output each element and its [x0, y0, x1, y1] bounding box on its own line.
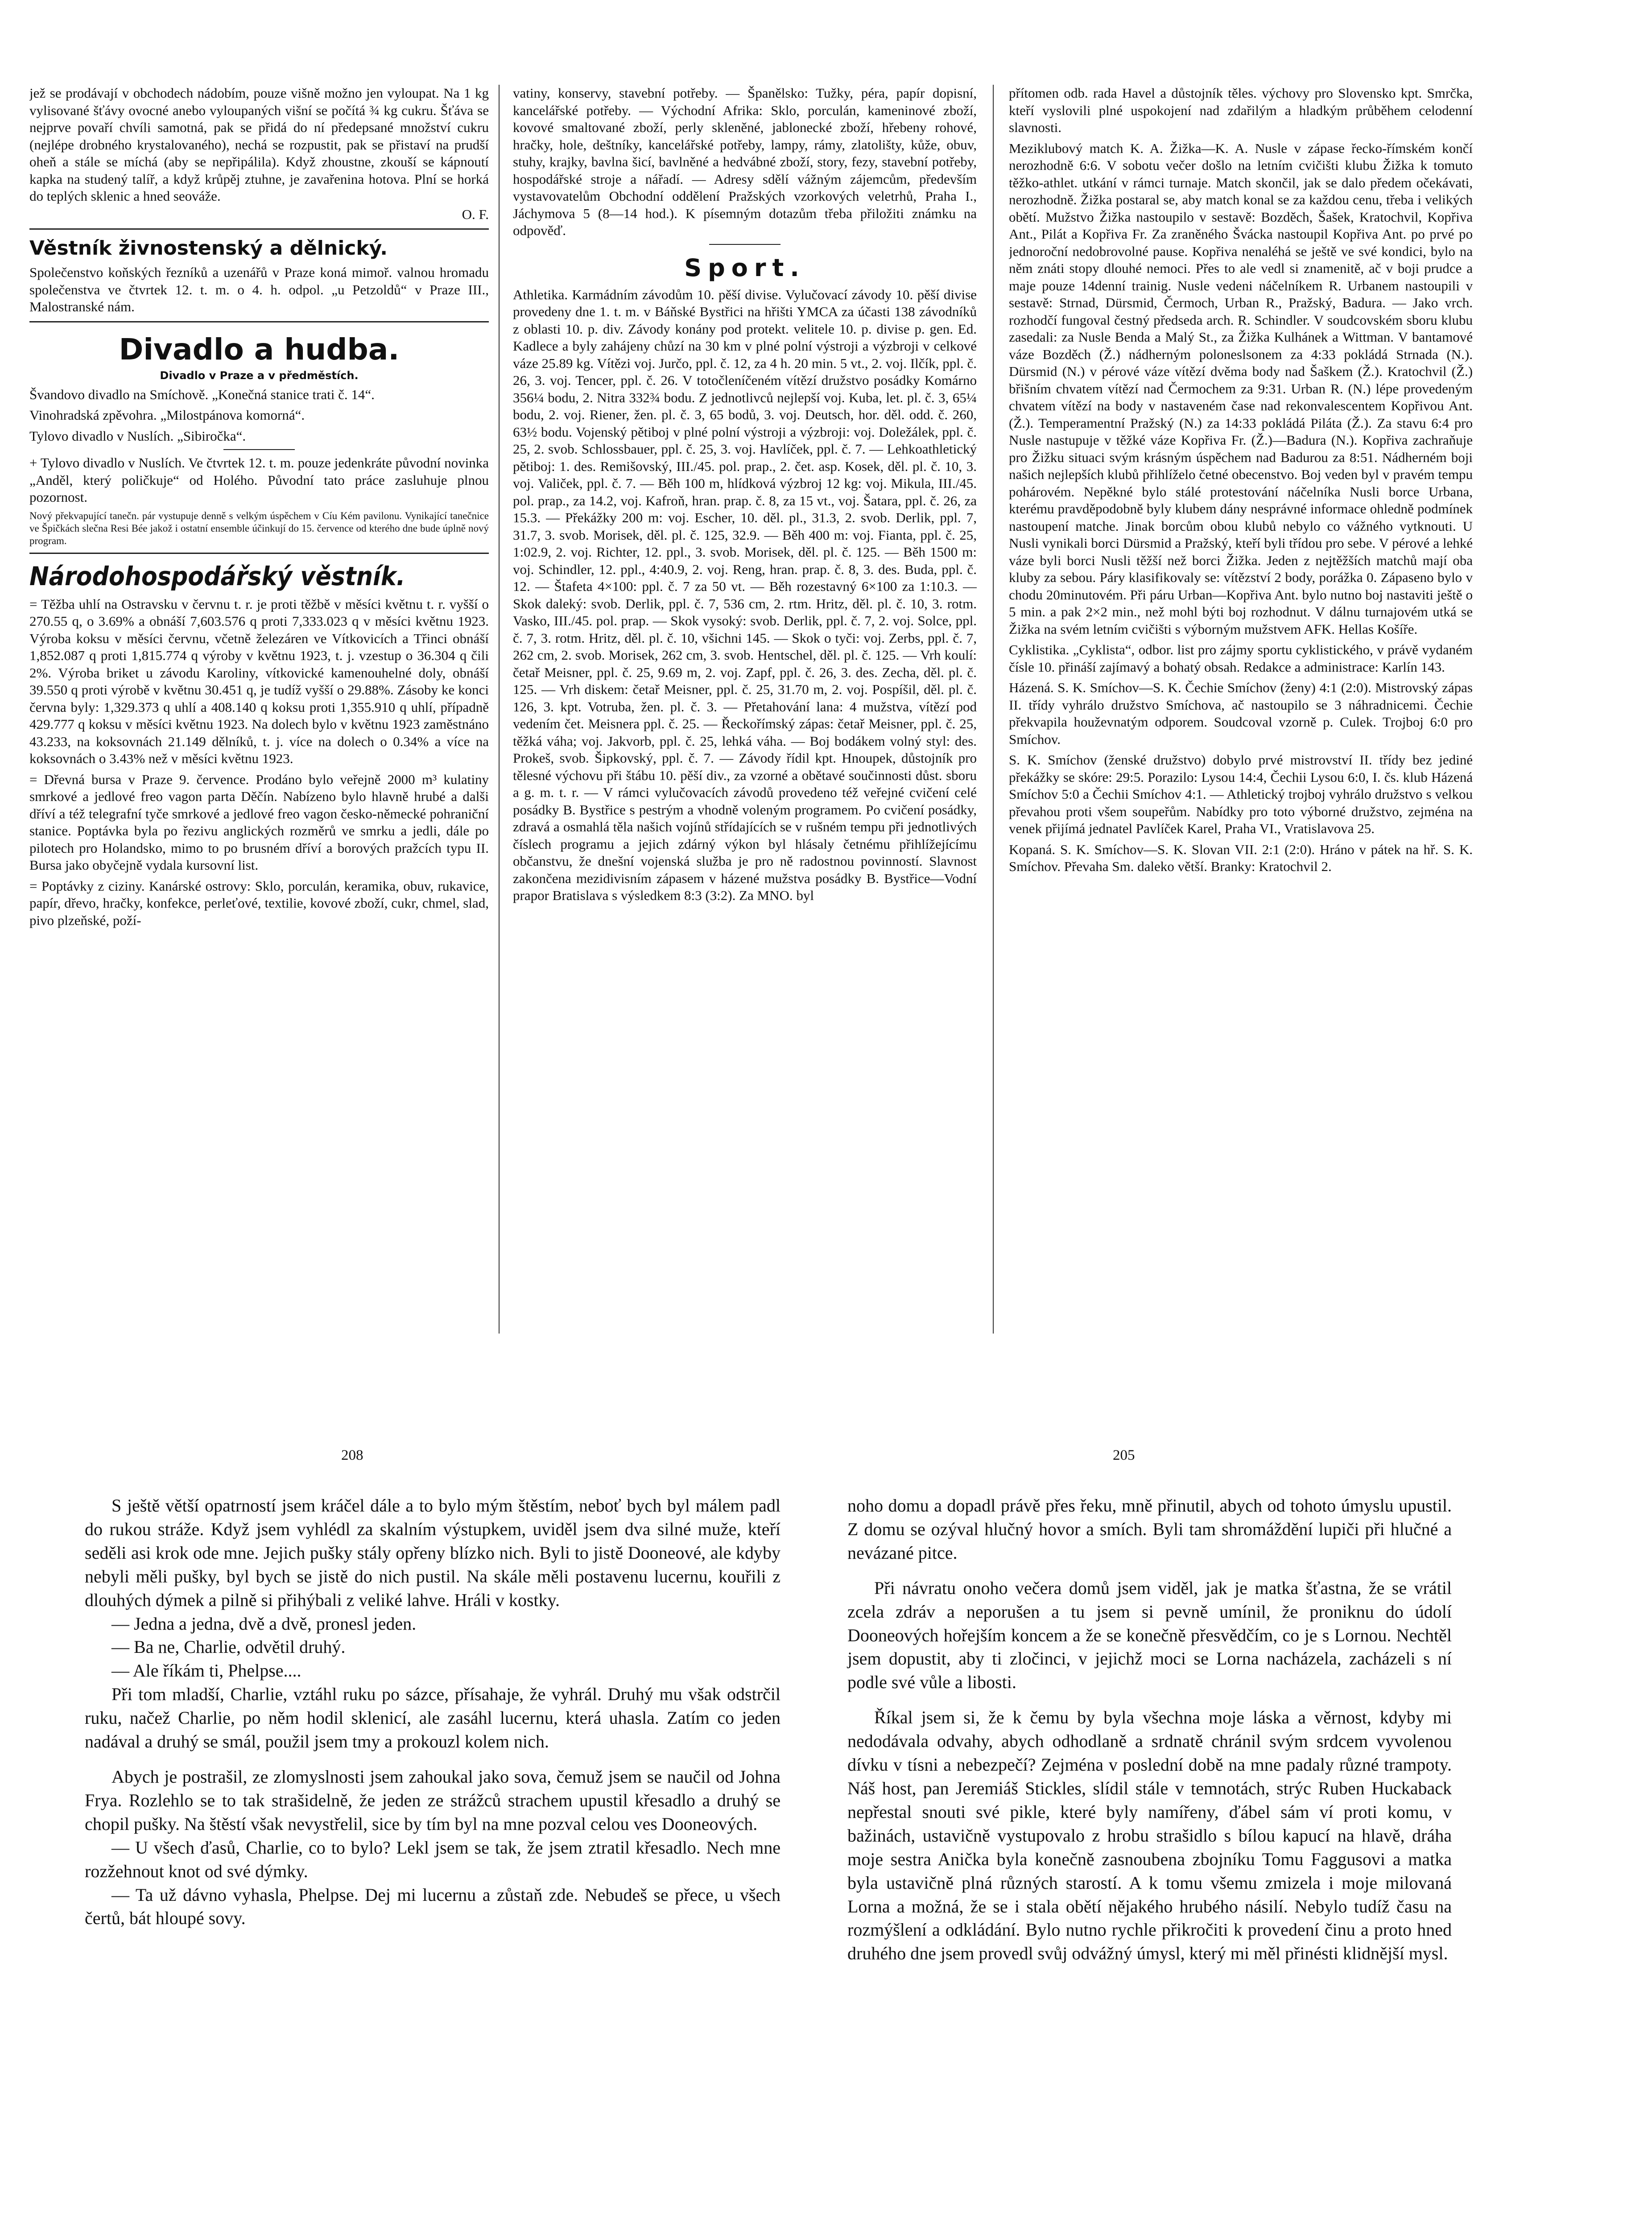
divider	[709, 244, 781, 245]
theatre-listing-svandovo: Švandovo divadlo na Smíchově. „Konečná stanice trati č. 14“.	[29, 386, 375, 402]
theatre-notice: + Tylovo divadlo v Nuslích. Ve čtvrtek 12. t. m. pouze jedenkráte původní novinka „Anděl, který poličkuje“ od Holého. Původní tato práce zasluhuje plnou pozornost.	[29, 455, 489, 505]
book-paragraph: noho domu a dopadl právě přes řeku, mně přinutil, abych od tohoto úmyslu upustil. Z domu se ozýval hlučný hovor a smích. Byli tam shromáždění lupiči při hlučné a nevázané pitce.	[847, 1495, 1452, 1563]
theatre-music-heading: Divadlo a hudba.	[119, 332, 400, 367]
book-paragraph: S ještě větší opatrností jsem kráčel dále a to bylo mým štěstím, neboť bych byl málem padl do rukou stráže. Když jsem vyhlédl za skalním výstupkem, uviděl jsem dva silné muže, kteří seděli asi krok ode mne. Jejich pušky stály opřeny blízko nich. Byli to jistě Dooneové, ale kdyby nebyli měli pušky, byl bych se jistě do nich pustil. Na skále měli postavenu lucernu, kouřili z dlouhých dýmek a pilně si přihýbali z veliké lahve. Hráli v kostky.	[85, 1495, 781, 1610]
theatre-listing-vinohradska: Vinohradská zpěvohra. „Milostpánova komorná“.	[29, 407, 305, 423]
newspaper-column-1	[29, 85, 489, 1347]
book-dialogue: — Ale říkám ti, Phelpse....	[112, 1660, 301, 1681]
theatre-subheading: Divadlo v Praze a v předměstích.	[160, 369, 359, 382]
book-page-left	[85, 1494, 781, 1930]
economy-bulletin-heading: Národohospodářský věstník.	[29, 561, 405, 591]
book-paragraph: Říkal jsem si, že k čemu by byla všechna moje láska a věrnost, kdyby mi nedodávala odvahy, abych odhodlaně a srdnatě chránil svým srdcem vyvolenou dívku v tísni a nebezpečí? Zejména v poslední době na mne padaly různé trampoty. Náš host, pan Jeremiáš Stickles, slídil stále v temnotách, strýc Ruben Huckaback nepřestal snouti své pikle, které byly namířeny, ďábel sám ví proti komu, v bažinách, ustavičně vystupovalo z hrobu strašidlo s bílou kapucí na hlavě, dráha moje sestra Anička byla konečně zasnoubena zbojníku Tomu Faggusovi a matka byla ustavičně plná různých starostí. A k tomu všemu zmizela i moje milovaná Lorna a možná, že se i stala obětí nějakého hrubého násilí. Nebylo tudíž času na rozmýšlení a odkládání. Bylo nutno rychle přikročiti k provedení činu a proto hned druhého dne jsem provedl svůj odvážný úmysl, který mi měl přinésti klidnější mysl.	[847, 1707, 1452, 1964]
book-dialogue: — Ta už dávno vyhasla, Phelpse. Dej mi lucernu a zůstaň zde. Nebudeš se přece, u všech čertů, bát hloupé sovy.	[85, 1884, 781, 1929]
column-rule	[499, 85, 500, 1334]
divider	[223, 449, 295, 450]
newspaper-column-3	[1009, 85, 1473, 1347]
book-dialogue: — Jedna a jedna, dvě a dvě, pronesl jeden.	[112, 1613, 417, 1634]
athletics-continued: přítomen odb. rada Havel a důstojník těles. výchovy pro Slovensko kpt. Smrčka, kteří vyslovili plné uspokojení nad zdařilým a hladkým průběhem celodenní slavnosti.	[1009, 85, 1473, 135]
book-paragraph: Při tom mladší, Charlie, vztáhl ruku po sázce, přísahaje, že vyhrál. Druhý mu však odstrčil ruku, načež Charlie, po něm hodil sklenicí, ale zasáhl lucernu, která uhasla. Zatím co jeden nadával a druhý se smál, použil jsem tmy a prokouzl kolem nich.	[85, 1684, 781, 1752]
sport-heading: Sport.	[684, 253, 805, 282]
athletics-paragraph: Athletika. Karmádním závodům 10. pěší divise. Vylučovací závody 10. pěší divise provedeny dne 1. t. m. v Báňské Bystřici na hřišti YMCA za účasti 138 závodníků z oblasti 10. p. div. Závody konány pod protekt. velitele 10. p. divise p. gen. Ed. Kadlece a byly zahájeny chůzí na 30 km v plné polní výstroji a výzbroji v celkové váze 25.89 kg. Vítězi voj. Jurčo, ppl. č. 12, za 4 h. 20 min. 5 vt., 2. voj. Ilčík, ppl. č. 26, 3. voj. Tencer, ppl. č. 26. V totočleníčeném vítězí družstvo posádky Komárno 356¼ bodu, 2. Nitra 332¾ bodu. Z jednotlivců nejlepší voj. Kuba, let. pl. č. 3, 65¼ bodu, 2. voj. Riener, žen. pl. č. 3, 65 bodů, 3. voj. Deutsch, hor. děl. odd. č. 260, 63½ bodu. Vojenský pětiboj v plné polní výstroji a výzbroji: voj. Doležálek, ppl. č. 25, 2. svob. Schlossbauer, ppl. č. 25, 3. voj. Havlíček, ppl. č. 7. — Lehkoathletický pětiboj: 1. des. Remišovský, III./45. pol. prap., 2. čet. asp. Kosek, děl. pl. č. 10, 3. voj. Valiček, ppl. č. 7. — Běh 100 m, hlídková výzbroj 12 kg: voj. Mikula, III./45. pol. prap., za 14.2, voj. Kafroň, hran. prap. č. 8, za 15 vt., voj. Šatara, ppl. č. 26, za 15.3. — Překážky 200 m: voj. Escher, 10. děl. pl., 31.3, 2. svob. Derlik, ppl. 7, 31.7, 3. svob. Morisek, děl. pl. č. 125, 32.9. — Běh 400 m: voj. Fianta, ppl. č. 25, 1:02.9, 2. voj. Richter, 12. ppl., 3. svob. Morisek, děl. pl. č. 125. — Běh 1500 m: voj. Schindler, 12. ppl., 4:40.9, 2. voj. Reng, hran. prap. č. 8, 3. des. Buda, ppl. č. 12. — Štafeta 4×100: ppl. č. 7 za 50 vt. — Běh rozestavný 6×100 za 1:10.3. — Skok daleký: svob. Derlik, ppl. č. 7, 536 cm, 2. rtm. Hritz, děl. pl. č. 10, 3. rotm. Vasko, III./45. pol. prap. — Skok vysoký: svob. Derlik, ppl. č. 7, 2. voj. Solce, ppl. č. 7, 3. rotm. Hritz, děl. pl. č. 10, všichni 145. — Skok o tyči: voj. Zerbs, ppl. č. 7, 262 cm, 2. svob. Morisek, 262 cm, 3. svob. Hentschel, děl. pl. č. 125. — Vrh koulí: četař Meisner, ppl. č. 25, 9.69 m, 2. voj. Zapf, ppl. č. 26, 3. des. Zecha, děl. pl. č. 125. — Vrh diskem: četař Meisner, ppl. č. 25, 31.70 m, 2. voj. Pospíšil, děl. pl. č. 126, 3. kpt. Votruba, žen. pl. č. 3. — Přetahování lana: 4 mužstva, vítězí pod vedením čet. Meisnera ppl. č. 25. — Řeckořímský zápas: četař Meisner, ppl. č. 25, těžká váha; voj. Jakvorb, ppl. č. 25, lehká váha. — Boj bodákem volný styl: des. Prokeš, svob. Šipkovský, ppl. č. 7. — Závody řídil kpt. Hnoupek, důstojník pro tělesné výchovu při štábu 10. pěší div., za vzorné a obětavé součinnosti důst. sboru a g. m. t. r. — V rámci vylučovacích závodů provedeno též veřejné cvičení celé posádky B. Bystřice s pestrým a vhodně voleným programem. Po cvičení posádky, zdravá a osmahlá těla našich vojínů střídajících se v rušném tempu při jednotlivých číslech programu a jejich zdárný výkon byl hlásaly četnému přihlížejícímu občanstvu, že dnešní vojenská služba je pro ně radostnou povinností. Slavnost zakončena mezidivisním zápasem v házené mužstva posádky B. Bystřice—Vodní prapor Bratislava s výsledkem 8:3 (3:2). Za MNO. byl	[513, 286, 977, 903]
book-page-right	[847, 1494, 1452, 1966]
foreign-demand-continued: vatiny, konservy, stavební potřeby. — Španělsko: Tužky, péra, papír dopisní, kancelářské potřeby. — Východní Afrika: Sklo, porculán, kameninové zboží, kovové smaltované zboží, perly skleněné, jablonecké zboží, hřebeny rohové, hračky, hole, deštníky, kancelářské potřeby, lampy, rámy, zlatolišty, kůže, obuv, stuhy, krajky, bavlna šicí, bavlněné a hedvábné zboží, story, fezy, stavební potřeby, hospodářské stroje a nářadí. — Adresy sdělí vážným zájemcům, především vystavovatelům Obchodní oddělení Pražských vzorkových veletrhů, Praha I., Jáchymova 5 (8—14 hod.). K písemným dotazům třeba přiložiti známku na odpověď.	[513, 85, 977, 238]
coal-mining-paragraph: = Těžba uhlí na Ostravsku v červnu t. r. je proti těžbě v měsíci květnu t. r. vyšší o 270.55 q, o 3.69% a obnáší 7,603.576 q proti 7,333.023 q v měsíci květnu 1923. Výroba koksu v měsíci červnu, včetně železáren ve Vítkovicích a Třinci obnáší 1,852.087 q proti 1,815.774 q výroby v květnu 1923, t. j. vzestup o 36.304 q čili 2%. Výroba briket u závodu Karoliny, vítkovické kamenouhelné doly, obnáší 39.550 q proti výrobě v květnu 30.451 q, je tudíž vyšší o 29.88%. Zásoby ke konci června byly: 1,329.373 q uhlí a 408.140 q koksu proti 1,355.910 q uhlí, případně 429.777 q koksu v měsíci květnu 1923. Na dolech bylo v květnu 1923 zaměstnáno 43.233, na koksovnách 21.149 dělníků, t. j. více na dolech o 0.34% a více na koksovnách o 3.43% než v měsíci květnu 1923.	[29, 596, 489, 766]
book-dialogue: — Ba ne, Charlie, odvětil druhý.	[112, 1637, 346, 1657]
cycling-paragraph: Cyklistika. „Cyklista“, odbor. list pro zájmy sportu cyklistického, v právě vydaném čísle 10. přináší zajímavý a bohatý obsah. Redakce a administrace: Karlín 143.	[1009, 642, 1473, 675]
newspaper-column-2	[513, 85, 977, 1347]
wood-exchange-paragraph: = Dřevná bursa v Praze 9. července. Prodáno bylo veřejně 2000 m³ kulatiny smrkové a jedlové freo vagon parta Děčín. Nabízeno bylo hlavně hrubé a dalši dříví a též telegrafní tyče smrkové a jedlové freo vagon česko-německé pohraniční stanice. Poptávka byla po řezivu anglických rozměrů ve smrku a jedli, dále po pilotech pro Holandsko, mimo to po brusném dříví a borových pražcích typu II. Bursa jako obyčejně vydala kursovní list.	[29, 771, 489, 873]
trade-bulletin-heading: Věstník živnostenský a dělnický.	[29, 237, 388, 260]
football-paragraph: Kopaná. S. K. Smíchov—S. K. Slovan VII. 2:1 (2:0). Hráno v pátek na hř. S. K. Smíchov. Převaha Sm. daleko větší. Branky: Kratochvil 2.	[1009, 841, 1473, 874]
recipe-paragraph: jež se prodávají v obchodech nádobím, pouze višně možno jen vyloupat. Na 1 kg vylisované šťávy ovocné anebo vyloupaných višní se počítá ¾ kg cukru. Šťáva se nejprve povaří chvíli samotná, pak se přidá do ní předepsané množství cukru (nejlépe drobného krystalovaného), nechá se rozpustit, pak se přistaví na prudší oheň a stále se míchá (aby se nepřipálila). Když zhoustne, zkouší se kápnoutí kapka na studený talíř, a když krůpěj ztuhne, je zavařenina hotova. Plní se horká do teplých sklenic a hned seováže.	[29, 85, 489, 204]
book-paragraph: Abych je postrašil, ze zlomyslnosti jsem zahoukal jako sova, čemuž jsem se naučil od Johna Frya. Rozlehlo se to tak strašidelně, že jeden ze strážců strachem upustil křesadlo a druhý se chopil pušky. Na štěstí však nevystřelil, sice by tím byl na mne pozval celou ves Dooneových.	[85, 1766, 781, 1834]
divider	[29, 228, 489, 230]
page-number-right: 205	[1113, 1447, 1135, 1463]
recipe-signature: O. F.	[462, 206, 489, 222]
page-number-left: 208	[341, 1447, 363, 1463]
wrestling-match-paragraph: Meziklubový match K. A. Žižka—K. A. Nusle v zápase řecko-římském končí nerozhodně 6:6. V sobotu večer došlo na letním cvičišti klubu Žižka k tomuto těžko-athlet. utkání v rámci turnaje. Match skončil, jak se dalo předem očekávati, nerozhodně. Žižka postaral se, aby match konal se za každou cenu, třeba i velikých obětí. Mužstvo Žižka nastoupilo v sestavě: Bozděch, Šašek, Kratochvil, Kopřiva Ant., Pilát a Kopřiva Fr. Za zraněného Švácka nastoupil Kopřiva Ant. po prvé po jednoroční nedobrovolné pause. Kopřiva nenaléhá se ještě ve své kondici, bylo na něm znáti stopy dlouhé nemoci. Přes to ale vedl si znamenitě, ač v boji prudce a maje pouze 14denní trainig. Nusle vedeni náčelníkem R. Urbanem nastoupili v sestavě: Strnad, Dürsmid, Čermoch, Urban R., Pražský, Badura. — Jako vrch. rozhodčí fungoval čestný předseda arch. R. Schindler. V soudcovském sboru klubu zasedali: za Nusle Benda a Malý St., za Žižka Kulhánek a Wittman. V bantamové váze Bozděch (Ž.) nádherným poloneslsonem za 4:33 pokládá Strnada (N.). Dürsmid (N.) v pérové váze vítězí dvěma body nad Šaškem (Ž.). Kratochvil (Ž.) břišním chvatem vítězí nad Čermochem za 9:31. Urban R. (N.) lépe provedeným chvatem vítězí na body v nastaveném čase nad rekonvalescentem Kopřivou Ant. (Ž.). Temperamentní Pražský (N.) za 14:33 pokládá Piláta (Ž.). Za stavu 6:4 pro Nusle nastupuje v těžké váze Kopřiva Fr. (Ž.)—Badura (N.). Kopřiva zachraňuje pro Žižku situaci svým krásným úspěchem nad Badurou za 8:51. Nádherném boji našich nejlepších klubů přihlíželo četné obecenstvo. Boj veden byl v pravém tempu pohárovém. Nepěkné bylo stálé protestování náčelníka Nusli borce Urbana, kterému pravděpodobně byly klubem dány nesprávné informace ohledně podmínek nastoupení matche. Jinak borcům obou klubů nebylo co vážného vytknouti. U Nusli vynikali borci Dürsmid a Pražský, kteří byli třídou pro sebe. V pérové a lehké váze byli borci Nusli těžší než borci Žižka. Jeden z nejtěžších matchů mají oba kluby za sebou. Páry klasifikovaly se: vítězství 2 body, porážka 0. Zápaseno bylo v chodu 20minutovém. Při páru Urban—Kopřiva Ant. bylo nutno boj nastaviti ještě o 5 min. a pak 2×2 min., než mohl býti boj rozhodnut. V dálnu turnajovém utká se Žižka na svém letním cvičišti s výborným mužstvem AFK. Hellas Košíře.	[1009, 140, 1473, 637]
divider	[29, 553, 489, 554]
trade-bulletin-paragraph: Společenstvo koňských řezníků a uzenářů v Praze koná mimoř. valnou hromadu společenstva ve čtvrtek 12. t. m. o 4. h. odpol. „u Petzoldů“ v Praze III., Malostranské nám.	[29, 264, 489, 314]
book-paragraph: Při návratu onoho večera domů jsem viděl, jak je matka šťastna, že se vrátil zcela zdráv a neporušen a tu jsem si pevně umínil, že proniknu do údolí Dooneových hořejším koncem a že se konečně přesvědčím, co je s Lornou. Nechtěl jsem dopustit, aby ti zločinci, v jejichž moci se Lorna nacházela, zacházeli s ní podle své vůle a libosti.	[847, 1578, 1452, 1693]
handball-paragraph: Házená. S. K. Smíchov—S. K. Čechie Smíchov (ženy) 4:1 (2:0). Mistrovský zápas II. třídy vyhrálo družstvo Smíchova, ač nastoupilo se 3 náhradnicemi. Čechie překvapila houževnatým odporem. Soudcoval vzorně p. Culek. Trojboj 6:0 pro Smíchov.	[1009, 680, 1473, 747]
divider	[29, 321, 489, 322]
handball-women-paragraph: S. K. Smíchov (ženské družstvo) dobylo prvé mistrovství II. třídy bez jediné překážky se skóre: 29:5. Porazilo: Lysou 14:4, Čechii Lysou 6:0, I. čs. klub Házená Smíchov 5:0 a Čechii Smíchov 4:1. — Athletický trojboj vyhrálo družstvo s velkou převahou proti všem soupeřům. Nabídky pro toto výborné družstvo, zejména na venek přijímá jednatel Pavlíček Karel, Praha VI., Vratislavova 25.	[1009, 752, 1473, 836]
foreign-demand-paragraph: = Poptávky z ciziny. Kanárské ostrovy: Sklo, porculán, keramika, obuv, rukavice, papír, dřevo, hračky, konfekce, perleťové, textilie, kovové zboží, cukr, chmel, slad, pivo plzeňské, poží-	[29, 878, 489, 928]
theatre-listing-tylovo: Tylovo divadlo v Nuslích. „Sibiročka“.	[29, 428, 246, 444]
column-rule	[993, 85, 994, 1334]
book-dialogue: — U všech ďasů, Charlie, co to bylo? Lekl jsem se tak, že jsem ztratil křesadlo. Nech mne rozžehnout knot od své dýmky.	[85, 1837, 781, 1881]
dance-pair-notice: Nový překvapující tanečn. pár vystupuje denně s velkým úspěchem v Cíu Kém pavilonu. Vynikající tanečnice ve Špičkách slečna Resi Bée jakož i ostatní ensemble účinkují do 15. července od kterého dne bude úplně nový program.	[29, 510, 489, 546]
